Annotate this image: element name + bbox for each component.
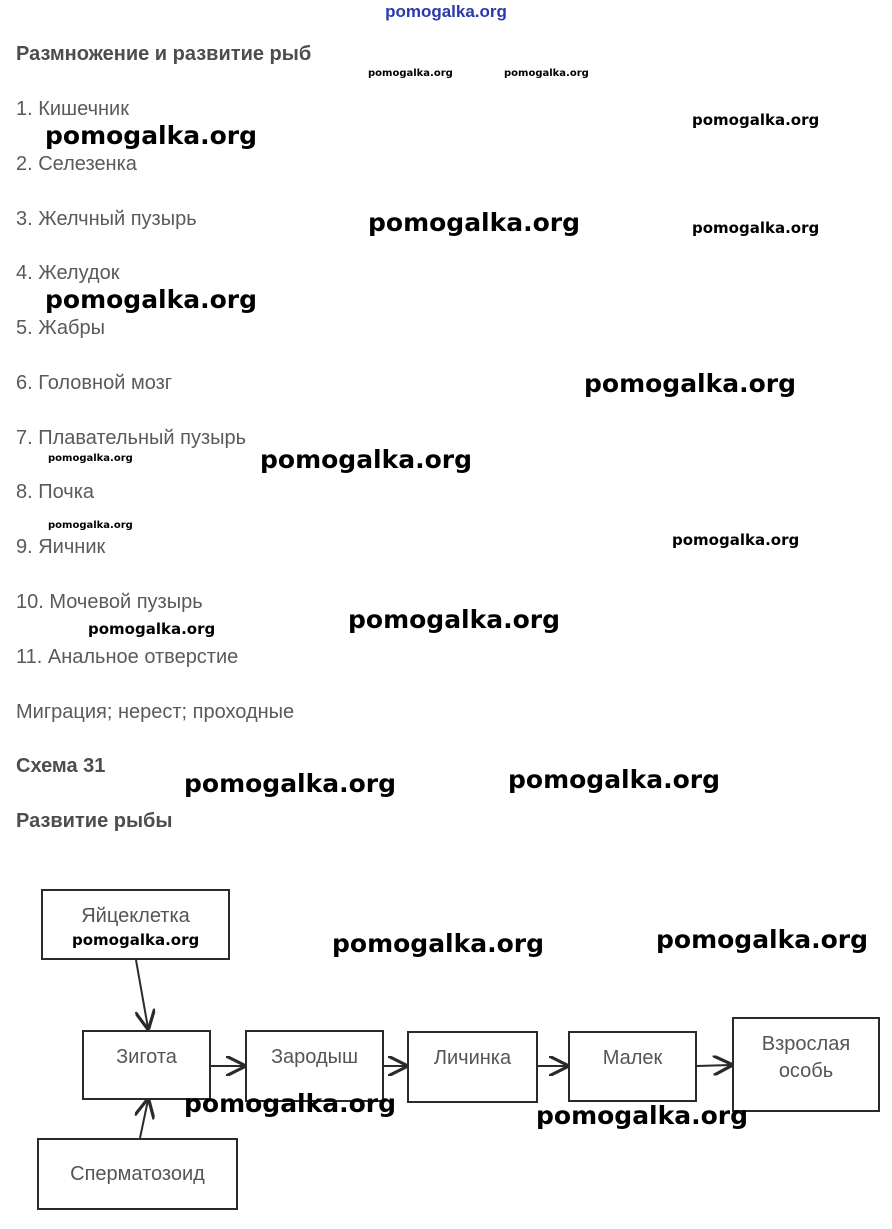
- watermark: pomogalka.org: [260, 445, 473, 474]
- box-larva-label: Личинка: [433, 1047, 512, 1069]
- box-adult-label-line1: Взрослая: [761, 1033, 851, 1055]
- watermark: pomogalka.org: [184, 769, 397, 798]
- site-header-link[interactable]: pomogalka.org: [385, 2, 507, 21]
- watermark: pomogalka.org: [692, 219, 820, 237]
- arrow-fry-to-adult: [697, 1065, 731, 1066]
- watermark: pomogalka.org: [692, 111, 820, 129]
- scheme-title: Развитие рыбы: [16, 810, 173, 832]
- box-fry: [568, 1031, 697, 1102]
- watermark: pomogalka.org: [656, 925, 869, 954]
- list-item: 10. Мочевой пузырь: [16, 591, 203, 613]
- box-adult-label-line2: особь: [778, 1060, 834, 1082]
- watermark: pomogalka.org: [88, 620, 216, 638]
- box-adult: [732, 1017, 880, 1112]
- watermark: pomogalka.org: [332, 929, 545, 958]
- watermark: pomogalka.org: [184, 1089, 397, 1118]
- watermark: pomogalka.org: [45, 285, 258, 314]
- box-embryo-label: Зародыш: [270, 1046, 359, 1068]
- arrow-sperm-to-zygote: [140, 1100, 148, 1138]
- watermark: pomogalka.org: [48, 520, 133, 531]
- list-item: 2. Селезенка: [16, 153, 137, 175]
- watermark: pomogalka.org: [368, 208, 581, 237]
- list-item: 3. Желчный пузырь: [16, 208, 197, 230]
- box-zygote-label: Зигота: [116, 1046, 177, 1068]
- box-egg-label: Яйцеклетка: [81, 905, 190, 927]
- watermark: pomogalka.org: [536, 1101, 749, 1130]
- box-sperm-label: Сперматозоид: [70, 1162, 205, 1185]
- list-item: 11. Анальное отверстие: [16, 646, 239, 668]
- box-egg: [41, 889, 230, 960]
- answer-line: Миграция; нерест; проходные: [16, 701, 295, 723]
- list-item: 4. Желудок: [16, 262, 120, 284]
- list-item: 9. Яичник: [16, 536, 106, 558]
- watermark: pomogalka.org: [508, 765, 721, 794]
- list-item: 5. Жабры: [16, 317, 106, 339]
- watermark: pomogalka.org: [348, 605, 561, 634]
- section-title: Размножение и развитие рыб: [16, 43, 312, 65]
- watermark: pomogalka.org: [48, 453, 133, 464]
- box-larva: [407, 1031, 538, 1103]
- watermark: pomogalka.org: [584, 369, 797, 398]
- watermark: pomogalka.org: [72, 931, 200, 949]
- scheme-label: Схема 31: [16, 755, 106, 777]
- list-item: 8. Почка: [16, 481, 95, 503]
- list-item: 6. Головной мозг: [16, 372, 173, 394]
- watermark: pomogalka.org: [504, 68, 589, 79]
- arrow-egg-to-zygote: [136, 960, 148, 1028]
- watermark: pomogalka.org: [45, 121, 258, 150]
- list-item: 1. Кишечник: [16, 98, 129, 120]
- watermark: pomogalka.org: [672, 531, 800, 549]
- list-item: 7. Плавательный пузырь: [16, 427, 247, 449]
- watermark: pomogalka.org: [368, 68, 453, 79]
- box-fry-label: Малек: [602, 1047, 663, 1069]
- box-sperm: [37, 1138, 238, 1210]
